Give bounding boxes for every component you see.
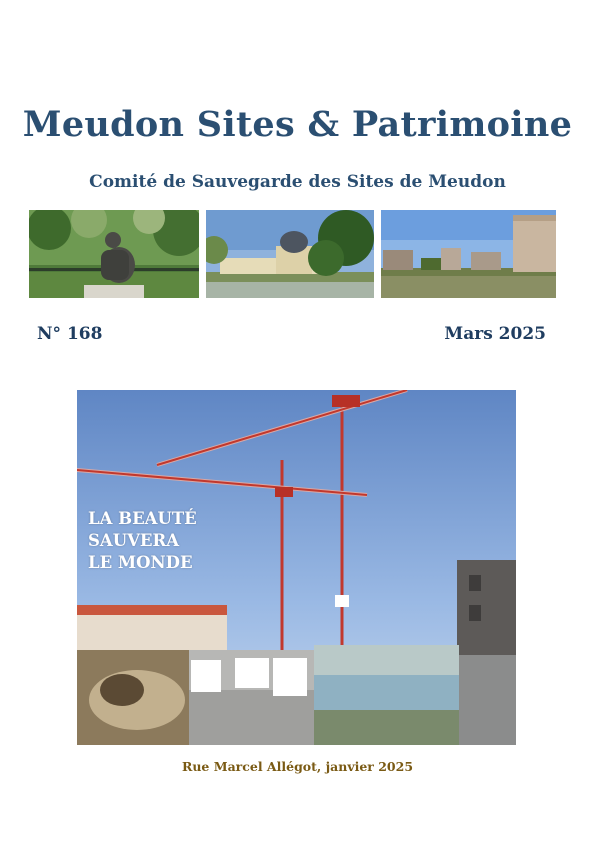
photo-caption: Rue Marcel Allégot, janvier 2025	[181, 759, 414, 774]
magazine-title: Meudon Sites & Patrimoine	[22, 104, 573, 145]
thinker-statue-photo	[29, 210, 199, 298]
observatory-photo	[206, 210, 374, 298]
cover-photo-cranes	[77, 390, 516, 745]
cover-quote-line: SAUVERA	[88, 531, 179, 550]
pond-buildings-photo	[381, 210, 556, 298]
issue-number: N° 168	[37, 324, 103, 344]
cover-quote	[88, 508, 197, 574]
cover-quote-line: LA BEAUTÉ	[88, 509, 197, 528]
magazine-subtitle: Comité de Sauvegarde des Sites de Meudon	[89, 172, 506, 192]
cover-quote-line: LE MONDE	[88, 553, 193, 572]
issue-date: Mars 2025	[444, 324, 546, 344]
